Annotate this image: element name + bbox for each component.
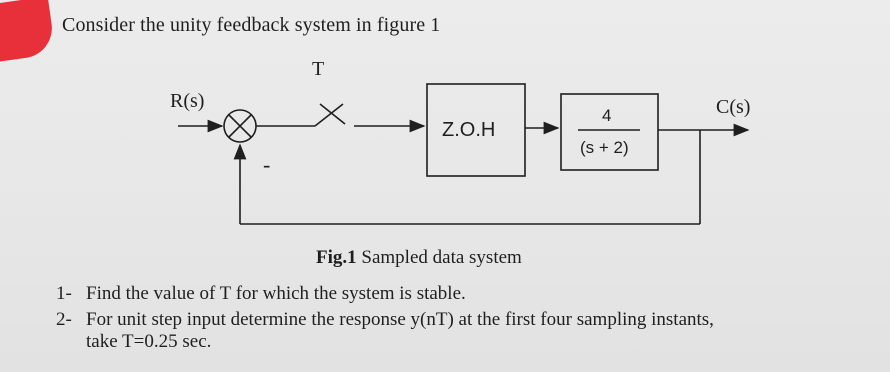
zoh-label: Z.O.H [442,119,496,141]
question-number: 1- [56,283,72,304]
question-2 [56,309,714,331]
question-number: 2- [56,309,72,330]
figure-title: Sampled data system [361,247,522,268]
question-text: For unit step input determine the response y(nT) at the first four sampling instants, [86,309,714,330]
figure-caption [316,247,522,269]
problem-heading: Consider the unity feedback system in figure 1 [62,14,441,36]
question-1 [56,283,466,305]
question-2-continuation: take T=0.25 sec. [86,331,212,352]
figure-number: Fig.1 [316,247,357,268]
feedback-sign: - [263,152,271,177]
sampler-switch [315,104,343,126]
plant-denominator: (s + 2) [580,138,629,157]
question-text: Find the value of T for which the system is stable. [86,283,466,304]
input-label: R(s) [170,90,205,112]
output-label: C(s) [716,96,751,118]
plant-numerator: 4 [602,106,612,125]
sampling-period-label: T [312,58,325,80]
